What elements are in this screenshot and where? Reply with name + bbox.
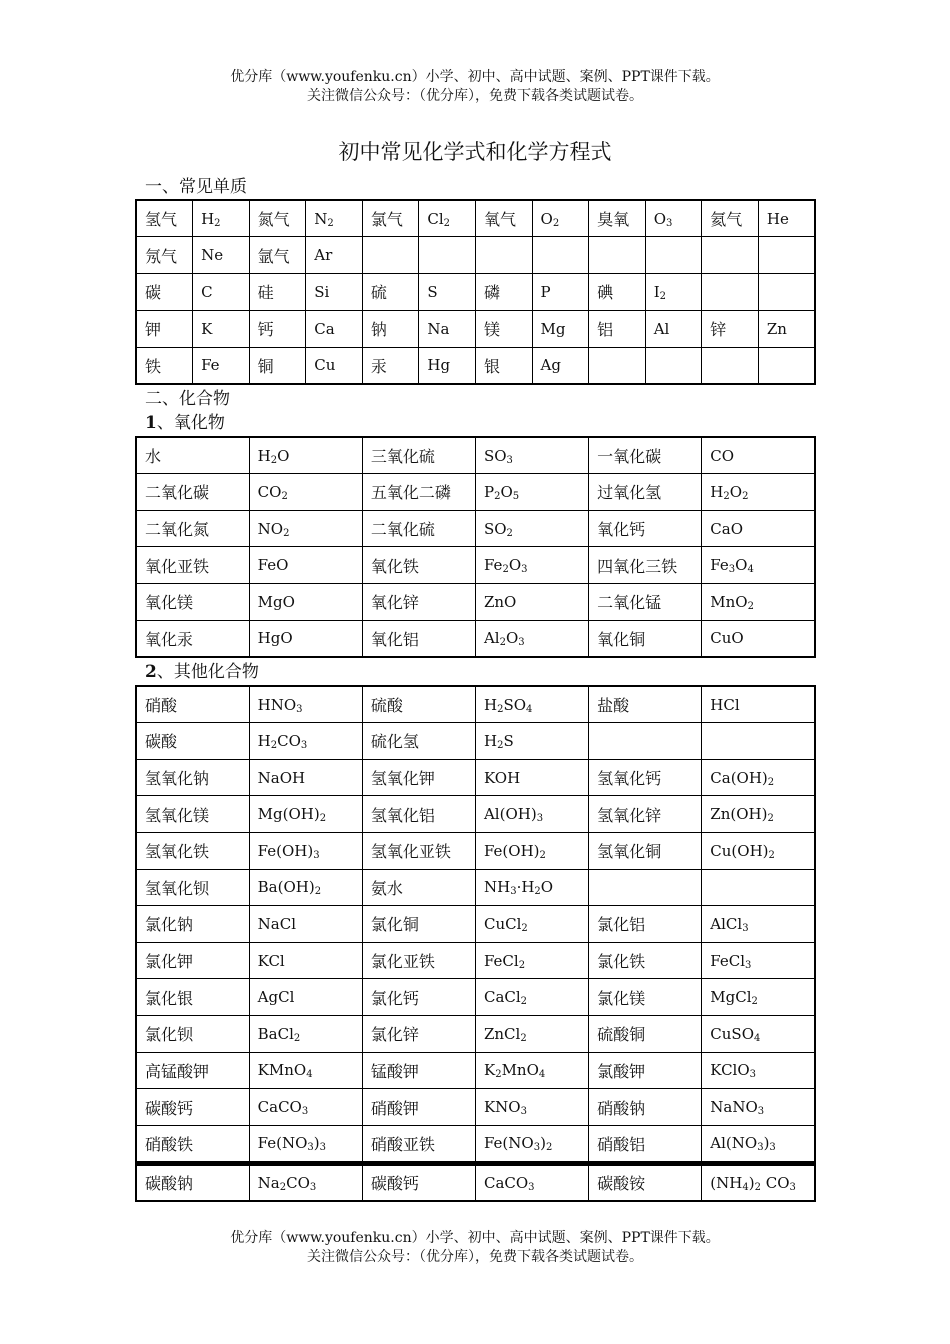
chemical-formula: P (532, 274, 589, 311)
chemical-formula: $Fe_3O_4$ (702, 547, 815, 584)
compound-name: 氢气 (136, 200, 193, 237)
compound-name (589, 347, 646, 384)
compound-name: 氧化铜 (589, 620, 702, 657)
chemical-formula: C (193, 274, 250, 311)
chemical-formula: $I_2$ (645, 274, 702, 311)
chemical-formula: $(NH_4)_2$ $CO_3$ (702, 1165, 815, 1201)
table-row (136, 547, 815, 584)
chemical-formula: Ag (532, 347, 589, 384)
table-row (136, 906, 815, 943)
table-row (136, 723, 815, 760)
compound-name: 氧化镁 (136, 584, 249, 621)
header-line-2: 关注微信公众号：（优分库），免费下载各类试题试卷。 (307, 88, 643, 104)
compound-name: 氨水 (362, 869, 475, 906)
compound-name: 碘 (589, 274, 646, 311)
chemical-formula: Na (419, 310, 476, 347)
compound-name: 汞 (362, 347, 419, 384)
compound-name: 氧气 (475, 200, 532, 237)
compound-name: 铁 (136, 347, 193, 384)
table-row (136, 1089, 815, 1126)
compound-name: 镁 (475, 310, 532, 347)
compound-name: 银 (475, 347, 532, 384)
chemical-formula: $Fe(NO_3)_3$ (249, 1125, 362, 1162)
chemical-formula: $H_2SO_4$ (475, 686, 588, 723)
header-line-1: 优分库（www.youfenku.cn）小学、初中、高中试题、案例、PPT课件下载。 (230, 69, 720, 85)
section-heading-text: 、氧化物 (156, 413, 225, 433)
compound-name: 四氧化三铁 (589, 547, 702, 584)
oxides-table (135, 436, 816, 658)
table-row (136, 1165, 815, 1201)
chemical-formula: HgO (249, 620, 362, 657)
chemical-formula: NaCl (249, 906, 362, 943)
chemical-formula: $H_2$ (193, 200, 250, 237)
chemical-formula: $SO_2$ (475, 510, 588, 547)
section-heading-other-compounds (145, 662, 259, 682)
chemical-formula: Zn (758, 310, 815, 347)
other-compounds-table-continued (135, 1163, 816, 1202)
table-row (136, 796, 815, 833)
chemical-formula: $Fe_2O_3$ (475, 547, 588, 584)
compound-name: 氧化汞 (136, 620, 249, 657)
table-row (136, 869, 815, 906)
page-title: 初中常见化学式和化学方程式 (338, 140, 612, 164)
compound-name: 磷 (475, 274, 532, 311)
compound-name: 氢氧化钾 (362, 759, 475, 796)
chemical-formula: FeCl$_2$ (475, 942, 588, 979)
compound-name: 氢氧化铁 (136, 832, 249, 869)
compound-name: 二氧化碳 (136, 474, 249, 511)
chemical-formula: ZnO (475, 584, 588, 621)
compound-name: 氧化锌 (362, 584, 475, 621)
chemical-formula: $Fe(OH)_2$ (475, 832, 588, 869)
table-row (136, 1125, 815, 1162)
section-number: 2 (145, 662, 157, 682)
section-heading-compounds: 二、化合物 (145, 389, 230, 409)
compound-name: 氯气 (362, 200, 419, 237)
chemical-formula: CaCO$_3$ (249, 1089, 362, 1126)
table-row (136, 474, 815, 511)
chemical-formula: $H_2S$ (475, 723, 588, 760)
chemical-formula: CO (702, 437, 815, 474)
chemical-formula: $N_2$ (306, 200, 363, 237)
chemical-formula: $Cl_2$ (419, 200, 476, 237)
chemical-formula: CaCO$_3$ (475, 1165, 588, 1201)
chemical-formula (702, 869, 815, 906)
chemical-formula: $Al(NO_3)_3$ (702, 1125, 815, 1162)
compound-name (702, 274, 759, 311)
compound-name: 硫酸铜 (589, 1015, 702, 1052)
compound-name: 氢氧化铝 (362, 796, 475, 833)
chemical-formula (419, 237, 476, 274)
compound-name: 氯化钙 (362, 979, 475, 1016)
compound-name: 锌 (702, 310, 759, 347)
chemical-formula: AlCl$_3$ (702, 906, 815, 943)
chemical-formula: $Al_2O_3$ (475, 620, 588, 657)
compound-name: 硝酸 (136, 686, 249, 723)
compound-name: 钠 (362, 310, 419, 347)
chemical-formula: KMnO$_4$ (249, 1052, 362, 1089)
chemical-formula: $H_2CO_3$ (249, 723, 362, 760)
compound-name (589, 237, 646, 274)
chemical-formula: Fe (193, 347, 250, 384)
compound-name: 钙 (249, 310, 306, 347)
compound-name: 氢氧化铜 (589, 832, 702, 869)
compound-name: 氢氧化锌 (589, 796, 702, 833)
other-compounds-table (135, 685, 816, 1163)
chemical-formula: CuCl$_2$ (475, 906, 588, 943)
compound-name (475, 237, 532, 274)
chemical-formula: FeO (249, 547, 362, 584)
table-row (136, 1015, 815, 1052)
compound-name: 碳酸钠 (136, 1165, 249, 1201)
chemical-formula: CuO (702, 620, 815, 657)
chemical-formula: $P_2O_5$ (475, 474, 588, 511)
compound-name: 碳酸 (136, 723, 249, 760)
chemical-formula (645, 347, 702, 384)
chemical-formula: $H_2O_2$ (702, 474, 815, 511)
compound-name: 氧化铁 (362, 547, 475, 584)
chemical-formula (532, 237, 589, 274)
section-number: 1 (145, 413, 157, 433)
table-row (136, 310, 815, 347)
compound-name: 碳 (136, 274, 193, 311)
chemical-formula: S (419, 274, 476, 311)
compound-name: 氯化铝 (589, 906, 702, 943)
compound-name: 碳酸钙 (362, 1165, 475, 1201)
chemical-formula: $Al(OH)_3$ (475, 796, 588, 833)
chemical-formula: MgO (249, 584, 362, 621)
table-row (136, 620, 815, 657)
chemical-formula: $Mg(OH)_2$ (249, 796, 362, 833)
chemical-formula: Mg (532, 310, 589, 347)
chemical-formula (758, 274, 815, 311)
chemical-formula (702, 723, 815, 760)
compound-name: 氩气 (249, 237, 306, 274)
chemical-formula: $O_3$ (645, 200, 702, 237)
compound-name: 硝酸铁 (136, 1125, 249, 1162)
compound-name (589, 869, 702, 906)
footer-line-2: 关注微信公众号：（优分库），免费下载各类试题试卷。 (307, 1249, 643, 1265)
chemical-formula: Ne (193, 237, 250, 274)
table-row (136, 584, 815, 621)
chemical-formula: CaO (702, 510, 815, 547)
chemical-formula: $K_2MnO_4$ (475, 1052, 588, 1089)
chemical-formula: $NH_3\cdot H_2O$ (475, 869, 588, 906)
chemical-formula: NaOH (249, 759, 362, 796)
compound-name: 高锰酸钾 (136, 1052, 249, 1089)
compound-name: 氯化钡 (136, 1015, 249, 1052)
table-row (136, 274, 815, 311)
table-row (136, 942, 815, 979)
elements-table (135, 199, 816, 385)
compound-name: 二氧化氮 (136, 510, 249, 547)
compound-name: 臭氧 (589, 200, 646, 237)
compound-name (702, 347, 759, 384)
compound-name: 氯化锌 (362, 1015, 475, 1052)
chemical-formula: $Fe(NO_3)_2$ (475, 1125, 588, 1162)
chemical-formula: $H_2O$ (249, 437, 362, 474)
compound-name: 硝酸钠 (589, 1089, 702, 1126)
table-row (136, 686, 815, 723)
compound-name: 硫酸 (362, 686, 475, 723)
compound-name: 铜 (249, 347, 306, 384)
chemical-formula (645, 237, 702, 274)
chemical-formula: $Ba(OH)_2$ (249, 869, 362, 906)
compound-name: 氯化铁 (589, 942, 702, 979)
compound-name: 氢氧化镁 (136, 796, 249, 833)
chemical-formula: KCl (249, 942, 362, 979)
compound-name: 氯化钠 (136, 906, 249, 943)
chemical-formula: He (758, 200, 815, 237)
compound-name (589, 723, 702, 760)
compound-name: 三氧化硫 (362, 437, 475, 474)
compound-name: 五氧化二磷 (362, 474, 475, 511)
chemical-formula: $O_2$ (532, 200, 589, 237)
compound-name: 氧化亚铁 (136, 547, 249, 584)
compound-name: 过氧化氢 (589, 474, 702, 511)
chemical-formula: Hg (419, 347, 476, 384)
table-row (136, 759, 815, 796)
section-heading-text: 、其他化合物 (156, 662, 259, 682)
compound-name: 氯化镁 (589, 979, 702, 1016)
table-row (136, 437, 815, 474)
compound-name: 硅 (249, 274, 306, 311)
compound-name: 氯化铜 (362, 906, 475, 943)
compound-name: 氯化银 (136, 979, 249, 1016)
compound-name: 氮气 (249, 200, 306, 237)
compound-name: 硝酸亚铁 (362, 1125, 475, 1162)
chemical-formula: AgCl (249, 979, 362, 1016)
chemical-formula (758, 347, 815, 384)
section-heading-elements: 一、常见单质 (145, 177, 247, 197)
compound-name: 氯化钾 (136, 942, 249, 979)
table-row (136, 1052, 815, 1089)
chemical-formula: ZnCl$_2$ (475, 1015, 588, 1052)
chemical-formula: $Fe(OH)_3$ (249, 832, 362, 869)
chemical-formula: $Zn(OH)_2$ (702, 796, 815, 833)
compound-name: 一氧化碳 (589, 437, 702, 474)
table-row (136, 200, 815, 237)
compound-name: 氢氧化亚铁 (362, 832, 475, 869)
compound-name: 氯化亚铁 (362, 942, 475, 979)
chemical-formula: Cu (306, 347, 363, 384)
chemical-formula: $Cu(OH)_2$ (702, 832, 815, 869)
compound-name: 氧化钙 (589, 510, 702, 547)
chemical-formula: CaCl$_2$ (475, 979, 588, 1016)
chemical-formula: $HNO_3$ (249, 686, 362, 723)
compound-name: 二氧化锰 (589, 584, 702, 621)
chemical-formula: FeCl$_3$ (702, 942, 815, 979)
compound-name: 氧化铝 (362, 620, 475, 657)
compound-name (702, 237, 759, 274)
chemical-formula: KOH (475, 759, 588, 796)
compound-name: 氢氧化钡 (136, 869, 249, 906)
table-row (136, 347, 815, 384)
chemical-formula: $Ca(OH)_2$ (702, 759, 815, 796)
chemical-formula: K (193, 310, 250, 347)
chemical-formula: $KNO_3$ (475, 1089, 588, 1126)
compound-name: 氖气 (136, 237, 193, 274)
chemical-formula: CuSO$_4$ (702, 1015, 815, 1052)
chemical-formula: KClO$_3$ (702, 1052, 815, 1089)
chemical-formula: Si (306, 274, 363, 311)
chemical-formula: Al (645, 310, 702, 347)
compound-name: 二氧化硫 (362, 510, 475, 547)
compound-name: 氦气 (702, 200, 759, 237)
compound-name: 硫化氢 (362, 723, 475, 760)
table-row (136, 979, 815, 1016)
compound-name: 锰酸钾 (362, 1052, 475, 1089)
chemical-formula: $SO_3$ (475, 437, 588, 474)
compound-name: 盐酸 (589, 686, 702, 723)
chemical-formula: $CO_2$ (249, 474, 362, 511)
chemical-formula: Ar (306, 237, 363, 274)
compound-name: 硝酸铝 (589, 1125, 702, 1162)
compound-name: 铝 (589, 310, 646, 347)
compound-name (362, 237, 419, 274)
chemical-formula: MnO$_2$ (702, 584, 815, 621)
chemical-formula: $NO_2$ (249, 510, 362, 547)
section-heading-oxides (145, 413, 225, 433)
chemical-formula: MgCl$_2$ (702, 979, 815, 1016)
chemical-formula: NaNO$_3$ (702, 1089, 815, 1126)
chemical-formula: $Na_2CO_3$ (249, 1165, 362, 1201)
chemical-formula: HCl (702, 686, 815, 723)
compound-name: 氢氧化钠 (136, 759, 249, 796)
compound-name: 碳酸铵 (589, 1165, 702, 1201)
chemical-formula: BaCl$_2$ (249, 1015, 362, 1052)
table-row (136, 510, 815, 547)
chemical-formula (758, 237, 815, 274)
table-row (136, 832, 815, 869)
table-row (136, 237, 815, 274)
compound-name: 氯酸钾 (589, 1052, 702, 1089)
compound-name: 碳酸钙 (136, 1089, 249, 1126)
compound-name: 硫 (362, 274, 419, 311)
chemical-formula: Ca (306, 310, 363, 347)
compound-name: 水 (136, 437, 249, 474)
footer-line-1: 优分库（www.youfenku.cn）小学、初中、高中试题、案例、PPT课件下载。 (230, 1230, 720, 1246)
compound-name: 硝酸钾 (362, 1089, 475, 1126)
compound-name: 钾 (136, 310, 193, 347)
compound-name: 氢氧化钙 (589, 759, 702, 796)
